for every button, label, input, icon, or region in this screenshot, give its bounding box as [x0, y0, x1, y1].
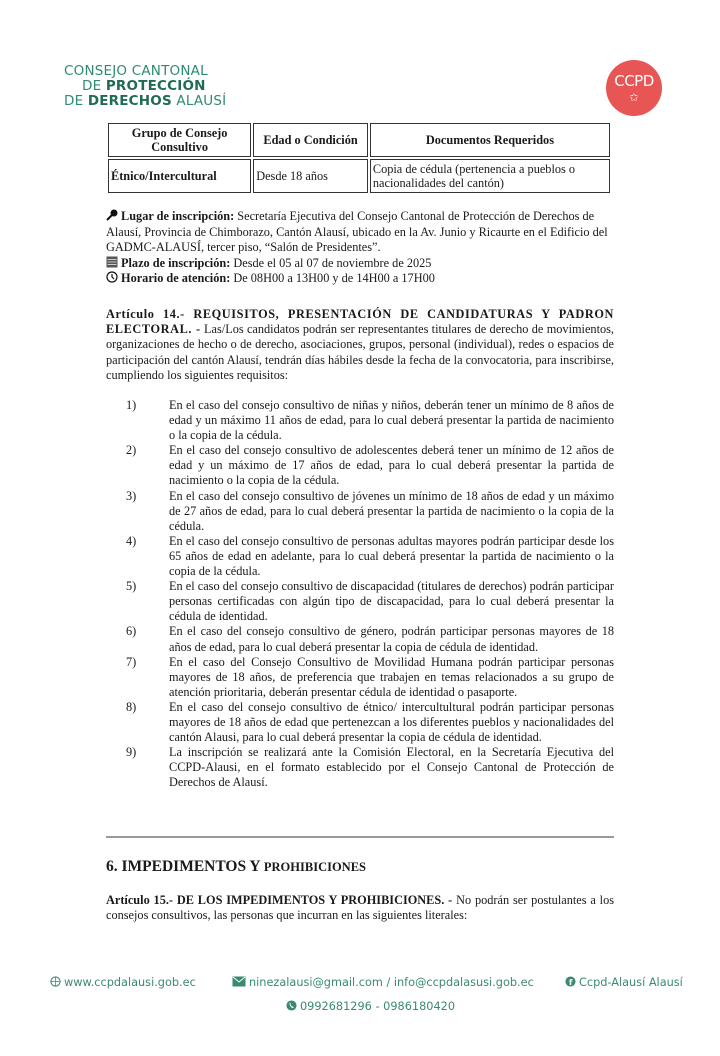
footer-facebook[interactable]: [565, 976, 683, 989]
table-header: Documentos Requeridos: [370, 123, 610, 157]
registration-info: [106, 209, 616, 287]
table-cell: Desde 18 años: [253, 159, 368, 193]
section-heading-main: 6. IMPEDIMENTOS Y: [106, 858, 264, 875]
clock-icon: [106, 271, 118, 283]
list-item: [106, 624, 614, 654]
footer-emails-text: ninezalausi@gmail.com / info@ccpdalasusi.gob.ec: [249, 976, 534, 989]
footer-phones-text: 0992681296 - 0986180420: [300, 1000, 456, 1013]
article-15-title: Artículo 15.- DE LOS IMPEDIMENTOS Y PROHIBICIONES. -: [106, 893, 453, 907]
table-cell: Étnico/Intercultural: [108, 159, 251, 193]
list-item: [106, 700, 614, 745]
phone-icon: [286, 1000, 297, 1011]
pin-icon: [106, 209, 118, 221]
logo-line-2-prefix: DE: [82, 78, 106, 94]
hours-value: De 08H00 a 13H00 y de 14H00 a 17H00: [233, 271, 435, 286]
table-header: Grupo de Consejo Consultivo: [108, 123, 251, 157]
logo-line-2: [62, 79, 262, 94]
horizontal-divider: [106, 836, 614, 838]
footer-website[interactable]: [50, 976, 196, 989]
article-14-paragraph: [106, 307, 614, 383]
list-item-text: En el caso del consejo consultivo de jóvenes un mínimo de 18 años de edad y un máximo de 27 años de edad, para lo cual deberá presentar la partida de nacimiento o la copia de la cédula.: [169, 488, 614, 533]
list-item-text: En el caso del consejo consultivo de niñas y niños, deberán tener un mínimo de 8 años de edad y un máximo 11 años de edad, para lo cual deberá presentar la partida de nacimiento o la copia de la cédula.: [169, 398, 614, 443]
logo-line-3-prefix: DE: [64, 93, 88, 109]
article-15-body: No podrán ser postulantes a los consejos consultivos, las personas que incurran en las siguientes literales:: [106, 893, 615, 923]
deadline-label: Plazo de inscripción:: [121, 255, 231, 270]
article-15-paragraph: [106, 893, 614, 924]
list-item-number: 4): [126, 533, 137, 548]
calendar-icon: [106, 256, 118, 268]
footer-emails[interactable]: [232, 976, 534, 989]
table-cell: Copia de cédula (pertenencia a pueblos o nacionalidades del cantón): [370, 159, 610, 193]
mail-icon: [232, 976, 246, 987]
logo-line-1: CONSEJO CANTONAL: [64, 63, 208, 79]
list-item: [106, 443, 614, 488]
location-value: Secretaría Ejecutiva del Consejo Cantonal de Protección de Derechos de Alausí, Provincia de Chimborazo, Cantón Alausí, ubicado en la Av. Junio y Ricaurte en el Edificio del GADMC-ALAUSÍ, tercer piso, “Salón de Presidentes”.: [106, 209, 608, 255]
hours-row: [106, 271, 616, 287]
list-item-number: 2): [126, 443, 137, 458]
section-heading-small: PROHIBICIONES: [263, 860, 366, 874]
footer-phones: [286, 1000, 455, 1013]
article-14-body: Las/Los candidatos podrán ser representantes titulares de derecho de movimientos, organizaciones de hecho o de derecho, asociaciones, grupos, personal (individual), redes o espacios de participación del cantón Alausí, tendrán días hábiles desde la fecha de la convocatoria, para inscribirse, cumpliendo los siguientes requisitos:: [106, 322, 615, 382]
list-item-text: En el caso del consejo consultivo de género, podrán participar personas mayores de 18 años de edad, para lo cual deberá presentar la copia de cédula de identidad.: [169, 624, 614, 654]
list-item: [106, 489, 614, 534]
logo-line-2-bold: PROTECCIÓN: [105, 78, 206, 94]
list-item-text: En el caso del consejo consultivo de personas adultas mayores podrán participar desde los 65 años de edad en adelante, para lo cual deberá presentar la partida de nacimiento o la copia de la cédula.: [169, 533, 614, 579]
star-icon: ✩: [629, 91, 639, 104]
list-item-text: En el caso del consejo consultivo de étnico/ intercultultural podrán participar personas mayores de 18 años de edad que pertenezcan a los diferentes pueblos y nacionalidades del cantón Alausi, para lo cual deberá presentar la copia de cédula de identidad.: [169, 699, 614, 745]
section-6-heading: [106, 858, 366, 876]
hours-label: Horario de atención:: [121, 271, 231, 286]
list-item-number: 6): [126, 624, 137, 639]
list-item-number: 8): [126, 699, 137, 714]
svg-text:f: f: [568, 977, 573, 987]
deadline-value: Desde el 05 al 07 de noviembre de 2025: [233, 255, 432, 270]
table-row: [108, 159, 610, 193]
list-item: [106, 579, 614, 624]
facebook-icon: [565, 976, 576, 987]
logo-line-3: [62, 94, 262, 109]
list-item: [106, 534, 614, 579]
ccpd-badge-logo: [606, 60, 662, 116]
list-item-text: En el caso del consejo consultivo de adolescentes deberá tener un mínimo de 12 años de edad y un máximo de 17 años de edad, para lo cual deberá presentar la partida de nacimiento o la copia de la cédula.: [169, 443, 614, 488]
logo-line-3-bold: DERECHOS: [87, 93, 172, 109]
institution-logo-text: [62, 64, 262, 109]
article-14-title: Artículo 14.- REQUISITOS, PRESENTACIÓN DE CANDIDATURAS Y PADRON ELECTORAL. -: [106, 307, 614, 337]
list-item-text: La inscripción se realizará ante la Comisión Electoral, en la Secretaría Ejecutiva del CCPD-Alausi, en el formato establecido por el Consejo Cantonal de Protección de Derechos de Alausí.: [169, 745, 614, 790]
list-item-number: 5): [126, 579, 137, 594]
list-item: [106, 745, 614, 790]
requirements-list: [106, 398, 614, 790]
deadline-row: [106, 256, 616, 272]
location-label: Lugar de inscripción:: [121, 209, 235, 223]
globe-icon: [50, 976, 61, 987]
footer-facebook-text: Ccpd-Alausí Alausí: [579, 976, 683, 989]
footer-website-text: www.ccpdalausi.gob.ec: [64, 976, 196, 989]
location-row: [106, 209, 616, 256]
list-item-number: 1): [126, 398, 137, 412]
list-item-text: En el caso del Consejo Consultivo de Movilidad Humana podrán participar personas mayores de 18 años, de preferencia que trabajen en temas relacionados a su grupo de atención prioritaria, deberán presentar cédula de identidad o pasaporte.: [169, 654, 614, 699]
list-item: [106, 398, 614, 443]
list-item-number: 7): [126, 654, 137, 669]
list-item-number: 9): [126, 745, 137, 760]
requirements-table: [106, 121, 612, 195]
list-item: [106, 655, 614, 700]
table-header: Edad o Condición: [253, 123, 368, 157]
logo-line-3-suffix: ALAUSÍ: [171, 93, 227, 109]
list-item-number: 3): [126, 488, 137, 503]
badge-text: CCPD: [614, 72, 654, 90]
list-item-text: En el caso del consejo consultivo de discapacidad (titulares de derechos) podrán participar personas certificadas con algún tipo de discapacidad, para lo cual deberá presentar la cédula de identidad.: [169, 579, 614, 624]
table-header-row: [108, 123, 610, 157]
